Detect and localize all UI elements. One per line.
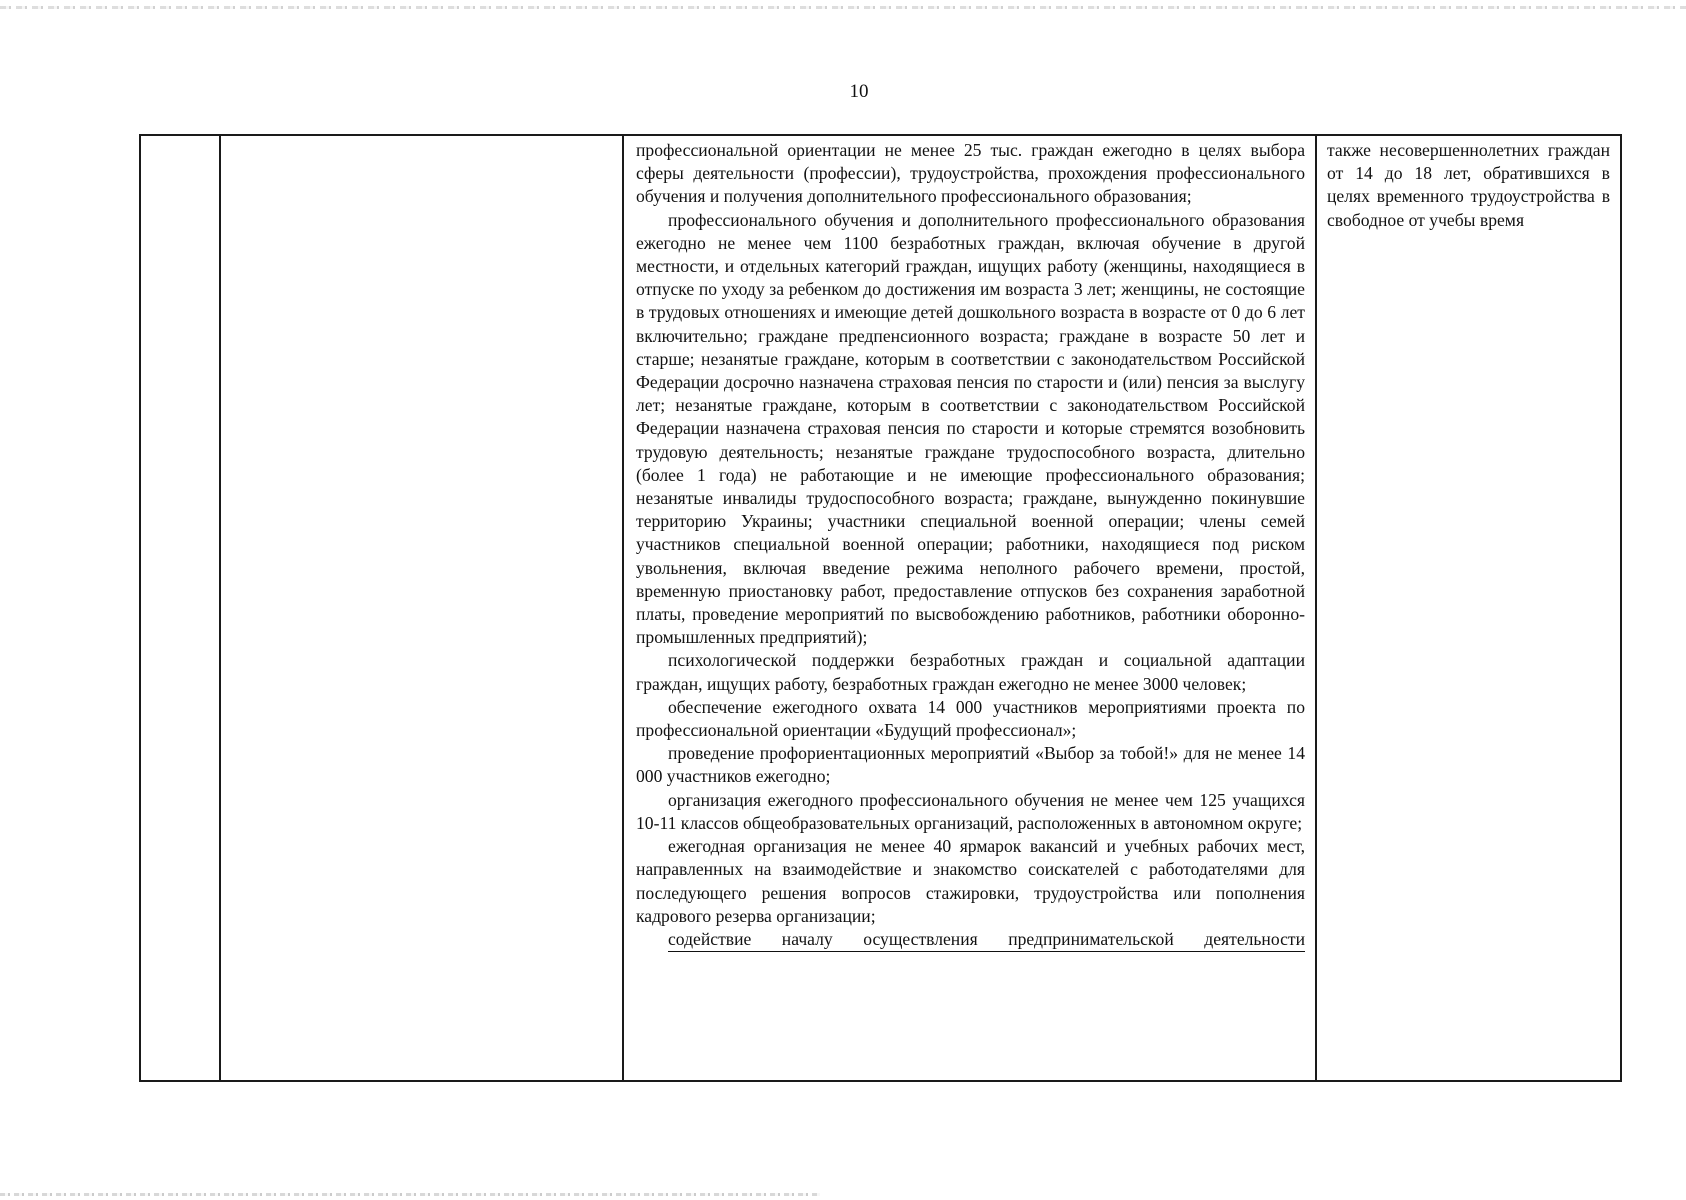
paragraph: проведение профориентационных мероприятий «Выбор за тобой!» для не менее 14 000 участников ежегодно;	[636, 743, 1305, 787]
page-number: 10	[849, 81, 869, 102]
paragraph: организация ежегодного профессионального обучения не менее чем 125 учащихся 10-11 классов общеобразовательных организаций, расположенных в автономном округе;	[636, 789, 1305, 833]
document-table	[139, 134, 1622, 1082]
table-cell-col2	[220, 135, 623, 1081]
table-row	[140, 135, 1621, 1081]
paragraph: ежегодная организация не менее 40 ярмарок вакансий и учебных рабочих мест, направленных на взаимодействие и знакомство соискателей с работодателями для последующего решения вопросов стажировки, трудоустройства или пополнения кадрового резерва организации;	[636, 836, 1305, 926]
paragraph-cut: содействие началу осуществления предпринимательской деятельности	[668, 928, 1305, 949]
paragraph: психологической поддержки безработных граждан и социальной адаптации граждан, ищущих работу, безработных граждан ежегодно не менее 3000 человек;	[636, 650, 1305, 694]
paragraph: также несовершеннолетних граждан от 14 до 18 лет, обратившихся в целях временного трудоустройства в свободное от учебы время	[1327, 140, 1610, 230]
scan-artifact-bottom	[0, 1193, 820, 1196]
col3-text	[624, 136, 1315, 951]
table-cell-col3	[623, 135, 1316, 1081]
paragraph: профессиональной ориентации не менее 25 тыс. граждан ежегодно в целях выбора сферы деятельности (профессии), трудоустройства, прохождения профессионального обучения и получения дополнительного профессионального образования;	[636, 140, 1305, 207]
table-cell-col4	[1316, 135, 1621, 1081]
col4-text	[1317, 136, 1620, 232]
paragraph: профессионального обучения и дополнительного профессионального образования ежегодно не менее чем 1100 безработных граждан, включая обучение в другой местности, и отдельных категорий граждан, ищущих работу (женщины, находящиеся в отпуске по уходу за ребенком до достижения им возраста 3 лет; женщины, не состоящие в трудовых отношениях и имеющие детей дошкольного возраста в возрасте от 0 до 6 лет включительно; граждане предпенсионного возраста; граждане в возрасте 50 лет и старше; незанятые граждане, которым в соответствии с законодательством Российской Федерации досрочно назначена страховая пенсия по старости и (или) пенсия за выслугу лет; незанятые граждане, которым в соответствии с законодательством Российской Федерации назначена страховая пенсия по старости и которые стремятся возобновить трудовую деятельность; незанятые граждане трудоспособного возраста, длительно (более 1 года) не работающие и не имеющие профессионального образования; незанятые инвалиды трудоспособного возраста; граждане, вынужденно покинувшие территорию Украины; участники специальной военной операции; члены семей участников специальной военной операции; работники, находящиеся под риском увольнения, включая введение режима неполного рабочего времени, простой, временную приостановку работ, предоставление отпусков без сохранения заработной платы, проведение мероприятий по высвобождению работников, работники оборонно-промышленных предприятий);	[636, 209, 1305, 648]
table-cell-col1	[140, 135, 220, 1081]
scan-artifact-top	[0, 6, 1686, 9]
paragraph: обеспечение ежегодного охвата 14 000 участников мероприятиями проекта по профессиональной ориентации «Будущий профессионал»;	[636, 696, 1305, 741]
